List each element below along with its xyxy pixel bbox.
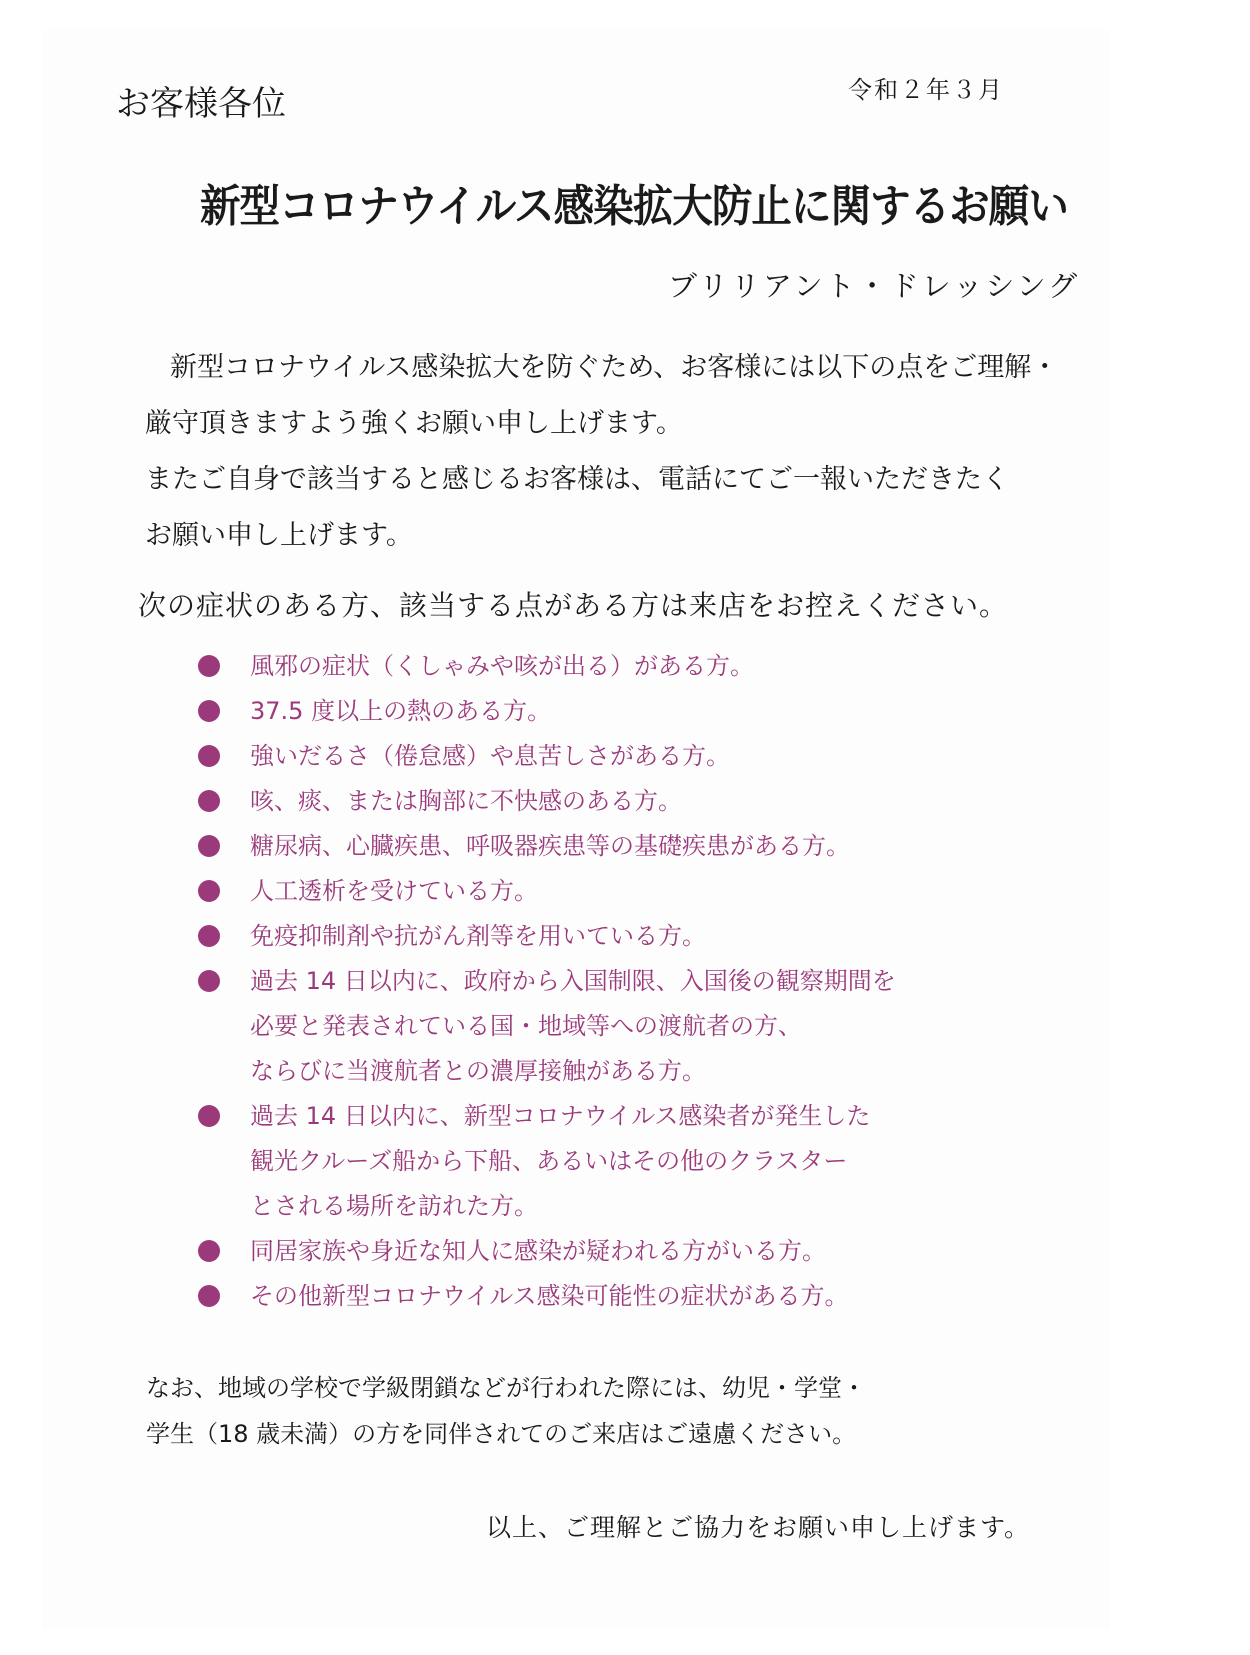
note-line: 学生（18 歳未満）の方を同伴されてのご来店はご遠慮ください。 xyxy=(146,1420,857,1448)
list-item-text: 糖尿病、心臓疾患、呼吸器疾患等の基礎疾患がある方。 xyxy=(250,832,850,860)
document-title: 新型コロナウイルス感染拡大防止に関するお願い xyxy=(200,181,1068,232)
bullet-icon xyxy=(198,655,220,677)
list-item-text: その他新型コロナウイルス感染可能性の症状がある方。 xyxy=(250,1282,849,1310)
bullet-icon xyxy=(198,970,220,992)
symptom-lead-text: 次の症状のある方、該当する点がある方は来店をお控えください。 xyxy=(138,589,1009,622)
sender-name: ブリリアント・ドレッシング xyxy=(668,269,1081,303)
list-item xyxy=(198,1229,896,1274)
list-item-text: 必要と発表されている国・地域等への渡航者の方、 xyxy=(250,1012,802,1040)
note-line: なお、地域の学校で学級閉鎖などが行われた際には、幼児・学堂・ xyxy=(146,1374,866,1402)
list-item-text: 風邪の症状（くしゃみや咳が出る）がある方。 xyxy=(250,652,754,680)
list-item xyxy=(198,959,896,1094)
intro-line: 新型コロナウイルス感染拡大を防ぐため、お客様には以下の点をご理解・ xyxy=(170,352,1059,383)
closing-remark: 以上、ご理解とご協力をお願い申し上げます。 xyxy=(486,1513,1031,1542)
list-item-text: 同居家族や身近な知人に感染が疑われる方がいる方。 xyxy=(250,1237,826,1265)
list-item-text: 過去 14 日以内に、新型コロナウイルス感染者が発生した xyxy=(250,1102,871,1130)
list-item-text: 強いだるさ（倦怠感）や息苦しさがある方。 xyxy=(250,742,730,770)
list-item xyxy=(198,1094,896,1229)
intro-line: またご自身で該当すると感じるお客様は、電話にてご一報いただきたく xyxy=(145,464,1009,495)
list-item-text: 咳、痰、または胸部に不快感のある方。 xyxy=(250,787,682,815)
intro-paragraph xyxy=(145,340,1058,564)
list-item-text: ならびに当渡航者との濃厚接触がある方。 xyxy=(250,1057,706,1085)
list-item xyxy=(198,689,896,734)
bullet-icon xyxy=(198,745,220,767)
list-item xyxy=(198,869,896,914)
bullet-icon xyxy=(198,1285,220,1307)
list-item xyxy=(198,644,896,689)
list-item-text: とされる場所を訪れた方。 xyxy=(250,1192,538,1220)
bullet-icon xyxy=(198,835,220,857)
list-item-text: 免疫抑制剤や抗がん剤等を用いている方。 xyxy=(250,922,706,950)
list-item-text: 観光クルーズ船から下船、あるいはその他のクラスター xyxy=(250,1147,848,1175)
document-date: 令和２年３月 xyxy=(848,76,1004,104)
list-item xyxy=(198,914,896,959)
intro-line: 厳守頂きますよう強くお願い申し上げます。 xyxy=(145,408,683,439)
bullet-icon xyxy=(198,880,220,902)
bullet-icon xyxy=(198,1105,220,1127)
school-closure-note xyxy=(146,1365,866,1457)
list-item xyxy=(198,824,896,869)
list-item xyxy=(198,1274,896,1319)
intro-line: お願い申し上げます。 xyxy=(145,520,413,551)
recipient-heading: お客様各位 xyxy=(116,84,286,124)
list-item-text: 37.5 度以上の熱のある方。 xyxy=(250,697,552,725)
bullet-icon xyxy=(198,790,220,812)
list-item xyxy=(198,779,896,824)
bullet-icon xyxy=(198,700,220,722)
symptom-list xyxy=(198,644,896,1319)
list-item xyxy=(198,734,896,779)
bullet-icon xyxy=(198,1240,220,1262)
list-item-text: 過去 14 日以内に、政府から入国制限、入国後の観察期間を xyxy=(250,967,896,995)
list-item-text: 人工透析を受けている方。 xyxy=(250,877,538,905)
bullet-icon xyxy=(198,925,220,947)
